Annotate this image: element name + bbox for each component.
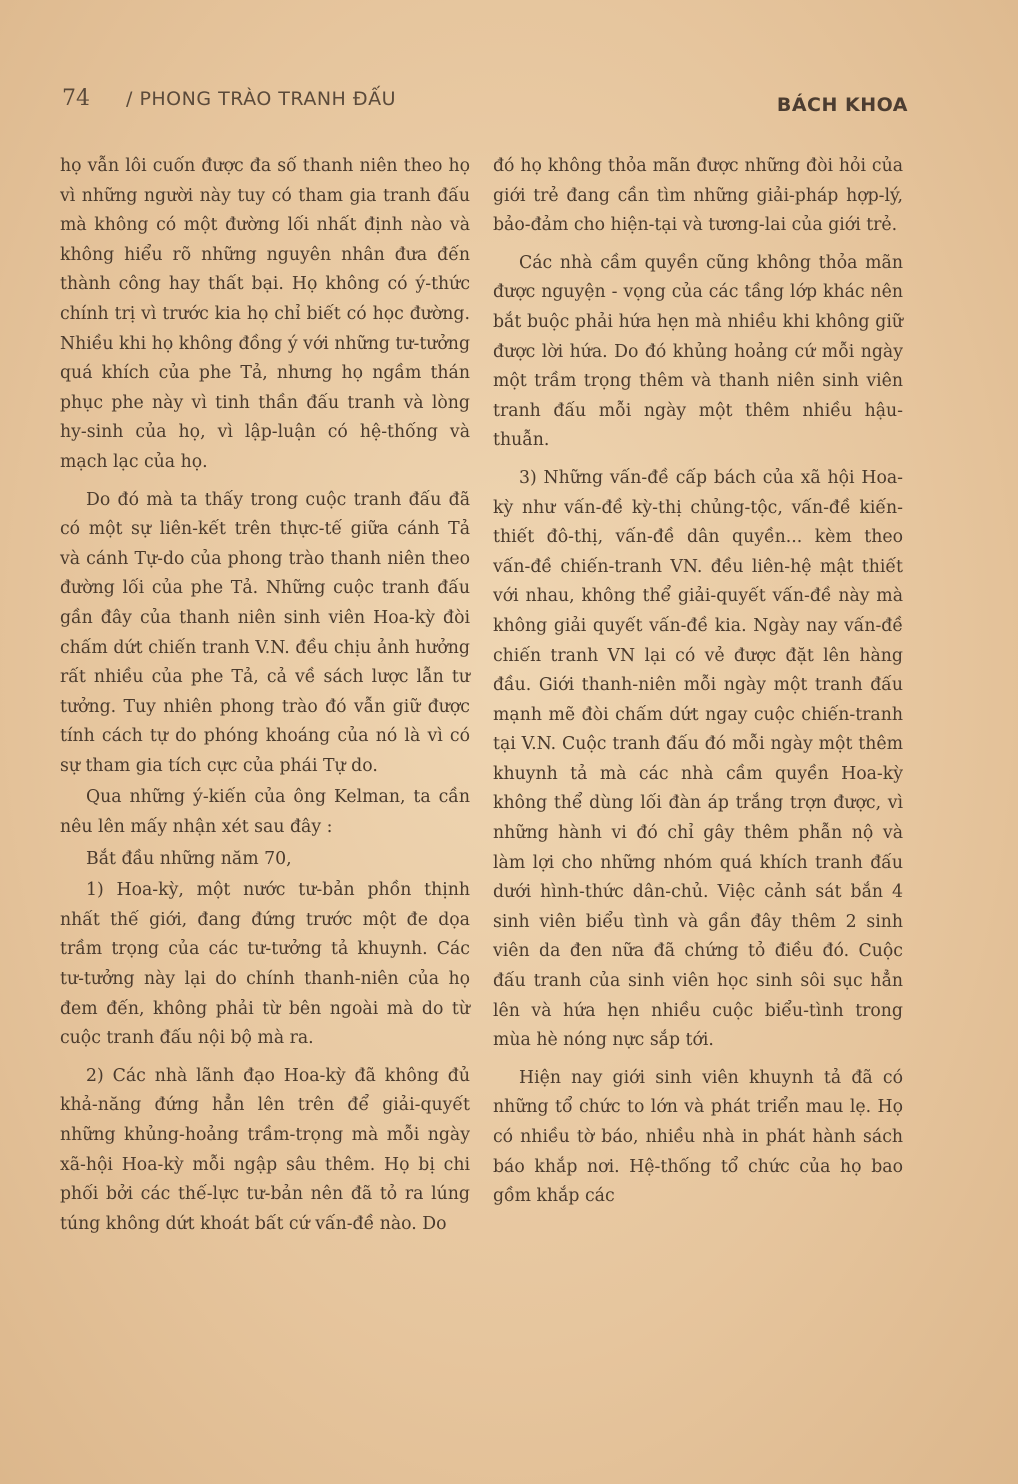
page-header xyxy=(60,86,908,120)
paragraph: Các nhà cầm quyền cũng không thỏa mãn được nguyện - vọng của các tầng lớp khác nên bắt buộc phải hứa hẹn mà nhiều khi không giữ được lời hứa. Do đó khủng hoảng cứ mỗi ngày một trầm trọng thêm và thanh niên sinh viên tranh đấu mỗi ngày một thêm nhiều hậu-thuẫn. xyxy=(493,252,903,451)
right-column xyxy=(493,152,903,1212)
paragraph: đó họ không thỏa mãn được những đòi hỏi của giới trẻ đang cần tìm những giải-pháp hợp-lý, bảo-đảm cho hiện-tại và tương-lai của giới trẻ. xyxy=(493,156,903,236)
left-column xyxy=(60,152,470,1239)
paragraph: Hiện nay giới sinh viên khuynh tả đã có những tổ chức to lớn và phát triển mau lẹ. Họ có nhiều tờ báo, nhiều nhà in phát hành sách báo khắp nơi. Hệ-thống tổ chức của họ bao gồm khắp các xyxy=(493,1067,903,1207)
paragraph: 1) Hoa-kỳ, một nước tư-bản phồn thịnh nhất thế giới, đang đứng trước một đe dọa trầm trọng của các tư-tưởng tả khuynh. Các tư-tưởng này lại do chính thanh-niên của họ đem đến, không phải từ bên ngoài mà do từ cuộc tranh đấu nội bộ mà ra. xyxy=(60,880,470,1049)
paragraph: 3) Những vấn-đề cấp bách của xã hội Hoa-kỳ như vấn-đề kỳ-thị chủng-tộc, vấn-đề kiến-thiết đô-thị, vấn-đề dân quyền... kèm theo vấn-đề chiến-tranh VN. đều liên-hệ mật thiết với nhau, không thể giải-quyết vấn-đề này mà không giải quyết vấn-đề kia. Ngày nay vấn-đề chiến tranh VN lại có vẻ được đặt lên hàng đầu. Giới thanh-niên mỗi ngày một tranh đấu mạnh mẽ đòi chấm dứt ngay cuộc chiến-tranh tại V.N. Cuộc tranh đấu đó mỗi ngày một thêm khuynh tả mà các nhà cầm quyền Hoa-kỳ không thể dùng lối đàn áp trắng trợn được, vì những hành vi đó chỉ gây thêm phẫn nộ và làm lợi cho những nhóm quá khích tranh đấu dưới hình-thức dân-chủ. Việc cảnh sát bắn 4 sinh viên biểu tình và gần đây thêm 2 sinh viên da đen nữa đã chứng tỏ điều đó. Cuộc đấu tranh của sinh viên học sinh sôi sục hẳn lên và hứa hẹn nhiều cuộc biểu-tình trong mùa hè nóng nực sắp tới. xyxy=(493,467,903,1051)
paragraph: họ vẫn lôi cuốn được đa số thanh niên theo họ vì những người này tuy có tham gia tranh đấu mà không có một đường lối nhất định nào và không hiểu rõ những nguyên nhân đưa đến thành công hay thất bại. Họ không có ý-thức chính trị vì trước kia họ chỉ biết có học đường. Nhiều khi họ không đồng ý với những tư-tưởng quá khích của phe Tả, nhưng họ ngầm thán phục phe này vì tinh thần đấu tranh và lòng hy-sinh của họ, vì lập-luận có hệ-thống và mạch lạc của họ. xyxy=(60,156,470,472)
magazine-title: BÁCH KHOA xyxy=(776,94,908,116)
section-title: / PHONG TRÀO TRANH ĐẤU xyxy=(126,88,397,110)
page-number: 74 xyxy=(62,86,90,111)
paragraph: Bắt đầu những năm 70, xyxy=(86,848,292,869)
paragraph: 2) Các nhà lãnh đạo Hoa-kỳ đã không đủ khả-năng đứng hẳn lên trên để giải-quyết những khủng-hoảng trầm-trọng mà mỗi ngày xã-hội Hoa-kỳ mỗi ngập sâu thêm. Họ bị chi phối bởi các thế-lực tư-bản nên đã tỏ ra lúng túng không dứt khoát bất cứ vấn-đề nào. Do xyxy=(60,1065,470,1234)
paragraph: Do đó mà ta thấy trong cuộc tranh đấu đã có một sự liên-kết trên thực-tế giữa cánh Tả và cánh Tự-do của phong trào thanh niên theo đường lối của phe Tả. Những cuộc tranh đấu gần đây của thanh niên sinh viên Hoa-kỳ đòi chấm dứt chiến tranh V.N. đều chịu ảnh hưởng rất nhiều của phe Tả, cả về sách lược lẫn tư tưởng. Tuy nhiên phong trào đó vẫn giữ được tính cách tự do phóng khoáng của nó là vì có sự tham gia tích cực của phái Tự do. xyxy=(60,489,470,776)
paragraph: Qua những ý-kiến của ông Kelman, ta cần nêu lên mấy nhận xét sau đây : xyxy=(60,787,470,838)
